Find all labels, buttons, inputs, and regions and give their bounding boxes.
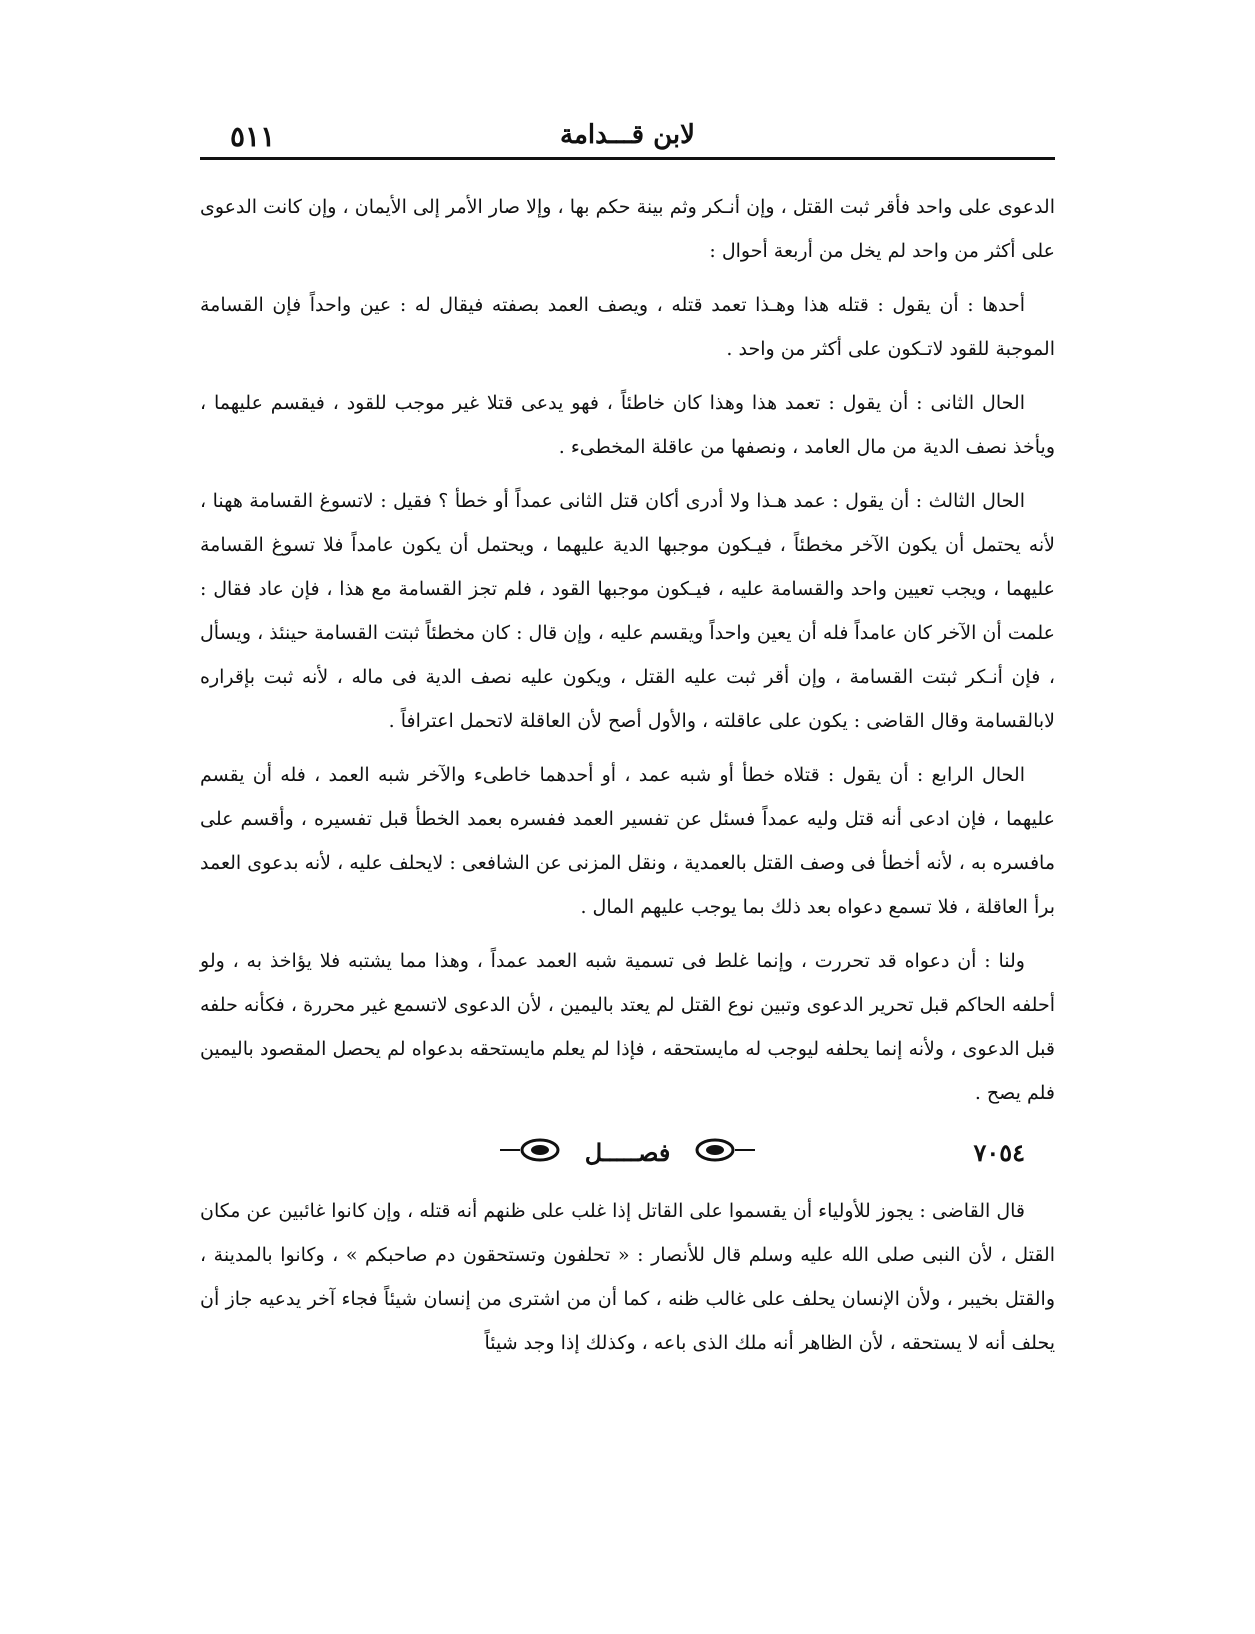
paragraph: ولنا : أن دعواه قد تحررت ، وإنما غلط فى تسمية شبه العمد عمداً ، وهذا مما يشتبه فلا يؤاخذ به ، ولو أحلفه الحاكم قبل تحرير الدعوى وتبين نوع القتل لم يعتد باليمين ، لأن الدعوى لاتسمع غير محررة ، فكأنه حلفه قبل الدعوى ، ولأنه إنما يحلفه ليوجب له مايستحقه ، فإذا لم يعلم مايستحقه بدعواه لم يحصل المقصود باليمين فلم يصح . — [200, 950, 1055, 1104]
paragraph: الحال الرابع : أن يقول : قتلاه خطأ أو شبه عمد ، أو أحدهما خاطىء والآخر شبه العمد ، فله أن يقسم عليهما ، فإن ادعى أنه قتل وليه عمداً فسئل عن تفسير العمد ففسره بعمد الخطأ قبل تفسيره ، وأقسم على مافسره به ، لأنه أخطأ فى وصف القتل بالعمدية ، ونقل المزنى عن الشافعى : لايحلف عليه ، لأنه بدعوى العمد برأ العاقلة ، فلا تسمع دعواه بعد ذلك بما يوجب عليهم المال . — [200, 764, 1055, 918]
header-rule — [200, 157, 1055, 160]
paragraph: أحدها : أن يقول : قتله هذا وهـذا تعمد قتله ، ويصف العمد بصفته فيقال له : عين واحداً فإن القسامة الموجبة للقود لاتـكون على أكثر من واحد . — [200, 294, 1055, 360]
paragraph: الحال الثانى : أن يقول : تعمد هذا وهذا كان خاطئاً ، فهو يدعى قتلا غير موجب للقود ، فيقسم عليهما ، ويأخذ نصف الدية من مال العامد ، ونصفها من عاقلة المخطىء . — [200, 392, 1055, 458]
left-ornament-icon — [500, 1133, 562, 1177]
section-heading — [200, 1125, 1055, 1181]
paragraph: الحال الثالث : أن يقول : عمد هـذا ولا أدرى أكان قتل الثانى عمداً أو خطأ ؟ فقيل : لاتسوغ القسامة ههنا ، لأنه يحتمل أن يكون الآخر مخطئاً ، فيـكون موجبها الدية عليهما ، ويحتمل أن يكون عامداً فلا تسوغ القسامة عليهما ، ويجب تعيين واحد والقسامة عليه ، فيـكون موجبها القود ، فلم تجز القسامة مع هذا ، فإن عاد فقال : علمت أن الآخر كان عامداً فله أن يعين واحداً ويقسم عليه ، وإن قال : كان مخطئاً ثبتت القسامة حينئذ ، ويسأل ، فإن أنـكر ثبتت القسامة ، وإن أقر ثبت عليه القتل ، ويكون عليه نصف الدية فى ماله ، لأنه ثبت بإقراره لابالقسامة وقال القاضى : يكون على عاقلته ، والأول أصح لأن العاقلة لاتحمل اعترافاً . — [200, 490, 1055, 732]
section-number: ٧٠٥٤ — [973, 1138, 1025, 1167]
section-title-block — [200, 1131, 1055, 1177]
running-header — [200, 110, 1055, 158]
right-ornament-icon — [693, 1133, 755, 1177]
paragraph: قال القاضى : يجوز للأولياء أن يقسموا على القاتل إذا غلب على ظنهم أنه قتله ، وإن كانوا غائبين عن مكان القتل ، لأن النبى صلى الله عليه وسلم قال للأنصار : « تحلفون وتستحقون دم صاحبكم » ، وكانوا بالمدينة ، والقتل بخيبر ، ولأن الإنسان يحلف على غالب ظنه ، كما أن من اشترى من إنسان شيئاً فجاء آخر يدعيه جاز أن يحلف أنه لا يستحقه ، لأن الظاهر أنه ملك الذى باعه ، وكذلك إذا وجد شيئاً — [200, 1200, 1055, 1354]
section-title: فصـــــل — [584, 1138, 671, 1167]
page-number: ٥١١ — [230, 120, 276, 153]
running-title: لابن قـــدامة — [560, 120, 695, 150]
page-body — [200, 185, 1055, 1375]
paragraph: الدعوى على واحد فأقر ثبت القتل ، وإن أنـكر وثم بينة حكم بها ، وإلا صار الأمر إلى الأيمان ، وإن كانت الدعوى على أكثر من واحد لم يخل من أربعة أحوال : — [200, 196, 1055, 262]
